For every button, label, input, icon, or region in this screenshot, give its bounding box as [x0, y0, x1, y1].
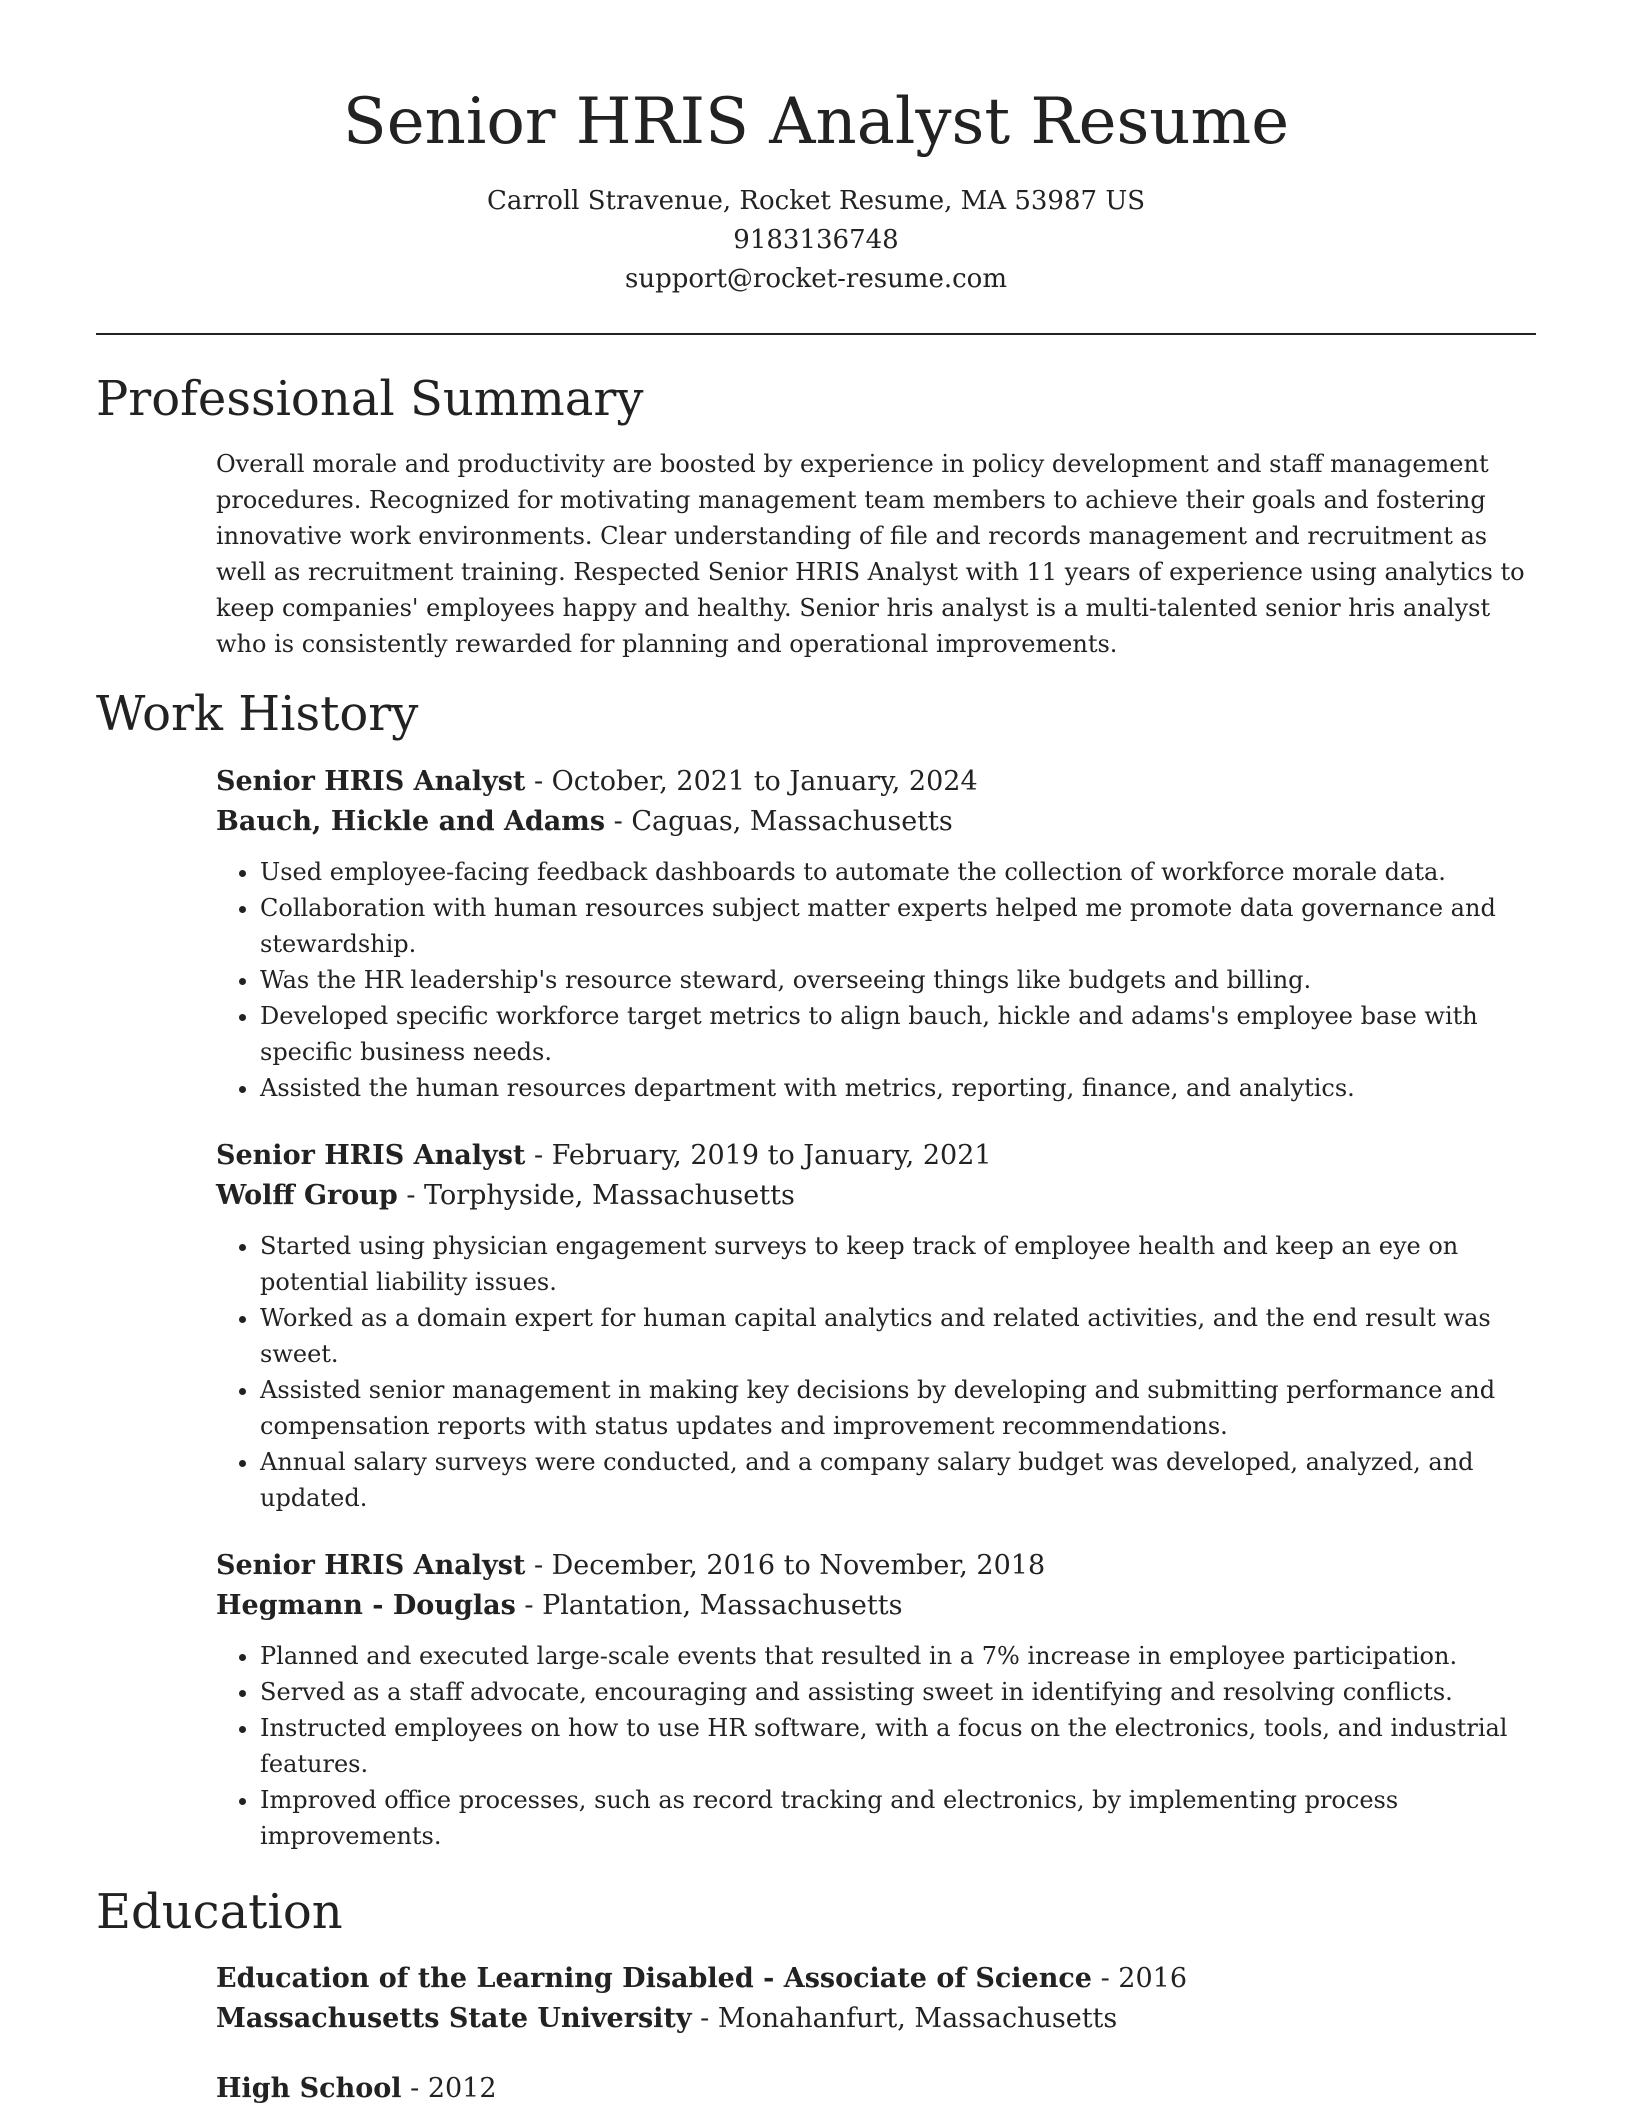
- education-field: Education of the Learning Disabled: [216, 1963, 754, 1995]
- job-bullet: • Assisted senior management in making key decisions by developing and submitting performance and compensation reports with status updates and improvement recommendations.: [260, 1372, 1536, 1444]
- job-dates: - February, 2019 to January, 2021: [525, 1139, 992, 1171]
- job-company-line: [216, 802, 1536, 842]
- job-bullet: • Used employee-facing feedback dashboards to automate the collection of workforce morale data.: [260, 854, 1536, 890]
- summary-section: [96, 371, 1536, 663]
- job-title-line: [216, 762, 1536, 802]
- job-company-line: [216, 1586, 1536, 1626]
- education-degree: - Associate of Science: [753, 1963, 1092, 1995]
- job-bullet-list: [216, 1638, 1536, 1854]
- job-bullet-list: [216, 1228, 1536, 1516]
- job-bullet: • Planned and executed large-scale events that resulted in a 7% increase in employee participation.: [260, 1638, 1536, 1674]
- job-title-line: [216, 1136, 1536, 1176]
- job-bullet: • Developed specific workforce target metrics to align bauch, hickle and adams's employee base with specific business needs.: [260, 998, 1536, 1070]
- job-bullet: • Annual salary surveys were conducted, and a company salary budget was developed, analyzed, and updated.: [260, 1444, 1536, 1516]
- job-bullet: • Improved office processes, such as record tracking and electronics, by implementing process improvements.: [260, 1782, 1536, 1854]
- education-school: Massachusetts State University: [216, 2003, 692, 2035]
- job-title-line: [216, 1546, 1536, 1586]
- contact-phone: 9183136748: [733, 224, 899, 255]
- education-location: - Monahanfurt, Massachusetts: [691, 2003, 1118, 2035]
- education-section: [96, 1884, 1536, 2110]
- summary-text: Overall morale and productivity are boosted by experience in policy development and staff management procedures. Recognized for motivating management team members to achieve their goals and fostering innovative work environments. Clear understanding of file and records management and recruitment as well as recruitment training. Respected Senior HRIS Analyst with 11 years of experience using analytics to keep companies' employees happy and healthy. Senior hris analyst is a multi-talented senior hris analyst who is consistently rewarded for planning and operational improvements.: [216, 450, 1525, 659]
- job-company-line: [216, 1176, 1536, 1216]
- job-bullet: • Collaboration with human resources subject matter experts helped me promote data governance and stewardship.: [260, 890, 1536, 962]
- education-school-line: [216, 1999, 1536, 2039]
- work-history-section: [96, 686, 1536, 1854]
- job-company: Wolff Group: [216, 1179, 398, 1211]
- education-entry: [216, 2069, 1536, 2109]
- job-bullet: • Assisted the human resources department with metrics, reporting, finance, and analytics.: [260, 1070, 1536, 1106]
- work-history-body: [216, 762, 1536, 1854]
- education-body: [216, 1959, 1536, 2109]
- job-location: - Torphyside, Massachusetts: [397, 1179, 795, 1211]
- job-company: Bauch, Hickle and Adams: [216, 805, 606, 837]
- work-history-heading: Work History: [96, 686, 419, 743]
- job-title: Senior HRIS Analyst: [216, 765, 526, 797]
- summary-heading: Professional Summary: [96, 370, 644, 427]
- education-heading: Education: [96, 1883, 343, 1940]
- resume-header: [96, 0, 1536, 299]
- job-entry: [216, 762, 1536, 1106]
- job-bullet: • Served as a staff advocate, encouraging and assisting sweet in identifying and resolving conflicts.: [260, 1674, 1536, 1710]
- job-bullet: • Was the HR leadership's resource steward, overseeing things like budgets and billing.: [260, 962, 1536, 998]
- education-degree-line: [216, 1959, 1536, 1999]
- summary-body: [216, 446, 1536, 662]
- job-location: - Caguas, Massachusetts: [605, 805, 953, 837]
- education-field: High School: [216, 2073, 402, 2105]
- education-entry: [216, 1959, 1536, 2039]
- job-bullet: • Instructed employees on how to use HR software, with a focus on the electronics, tools, and industrial features.: [260, 1710, 1536, 1782]
- job-company: Hegmann - Douglas: [216, 1589, 516, 1621]
- header-divider: [96, 333, 1536, 335]
- job-dates: - December, 2016 to November, 2018: [525, 1549, 1046, 1581]
- job-bullet-list: [216, 854, 1536, 1106]
- contact-address: Carroll Stravenue, Rocket Resume, MA 53987 US: [486, 185, 1146, 216]
- job-title: Senior HRIS Analyst: [216, 1139, 526, 1171]
- job-location: - Plantation, Massachusetts: [515, 1589, 903, 1621]
- education-year: - 2012: [401, 2073, 497, 2105]
- education-degree-line: [216, 2069, 1536, 2109]
- resume-title: Senior HRIS Analyst Resume: [342, 85, 1290, 159]
- job-bullet: • Worked as a domain expert for human capital analytics and related activities, and the end result was sweet.: [260, 1300, 1536, 1372]
- job-entry: [216, 1546, 1536, 1854]
- education-year: - 2016: [1092, 1963, 1188, 1995]
- job-title: Senior HRIS Analyst: [216, 1549, 526, 1581]
- job-entry: [216, 1136, 1536, 1516]
- job-bullet: • Started using physician engagement surveys to keep track of employee health and keep an eye on potential liability issues.: [260, 1228, 1536, 1300]
- contact-email: support@rocket-resume.com: [624, 263, 1007, 294]
- job-dates: - October, 2021 to January, 2024: [525, 765, 978, 797]
